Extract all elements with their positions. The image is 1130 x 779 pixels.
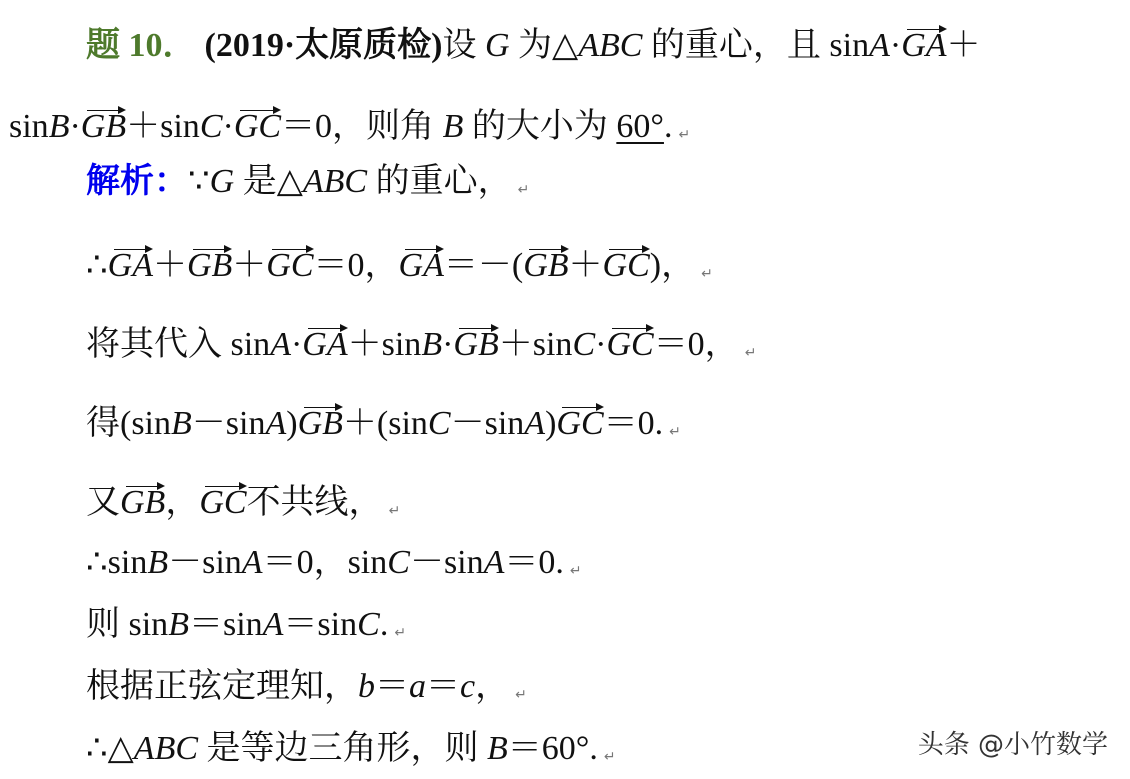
vector-gc: GC — [603, 240, 650, 286]
solution-line-9: ∴△ABC 是等边三角形，则 B＝60°. ↵ — [86, 730, 616, 767]
solution-line-8: 根据正弦定理知，b＝a＝c， ↵ — [86, 668, 527, 705]
paragraph-mark-icon: ↵ — [701, 266, 713, 282]
paragraph-mark-icon: ↵ — [669, 424, 681, 440]
vector-gc: GC — [199, 477, 246, 523]
vector-gb: GB — [453, 319, 498, 365]
paragraph-mark-icon: ↵ — [678, 127, 691, 143]
paragraph-mark-icon: ↵ — [394, 625, 407, 641]
solution-line-4: 得(sinB－sinA)GB＋(sinC－sinA)GC＝0. ↵ — [86, 398, 681, 452]
solution-line-3: 将其代入 sinA·GA＋sinB·GB＋sinC·GC＝0， ↵ — [86, 319, 756, 373]
problem-line-1: 题 10． (2019·太原质检)设 G 为△ABC 的重心，且 sinA·GA＋ — [86, 20, 981, 66]
solution-line-7: 则 sinB＝sinA＝sinC. ↵ — [86, 606, 407, 643]
vector-ga: GA — [399, 240, 444, 286]
vector-gc: GC — [266, 240, 313, 286]
vector-ga: GA — [302, 319, 347, 365]
vector-gb: GB — [298, 398, 343, 444]
vector-gc: GC — [606, 319, 653, 365]
problem-source: (2019·太原质检) — [204, 27, 443, 64]
solution-heading: 解析： — [86, 163, 188, 200]
vector-gb: GB — [120, 477, 165, 523]
problem-line-2: sinB·GB＋sinC·GC＝0，则角 B 的大小为 60°. ↵ — [9, 101, 690, 155]
vector-gb: GB — [187, 240, 232, 286]
vector-gb: GB — [81, 101, 126, 147]
problem-number: 题 10． — [86, 27, 197, 64]
vector-gc: GC — [556, 398, 603, 444]
answer-blank: 60° — [616, 108, 664, 145]
vector-gc: GC — [234, 101, 281, 147]
paragraph-mark-icon: ↵ — [388, 503, 401, 519]
solution-line-1: 解析：∵G 是△ABC 的重心， ↵ — [86, 163, 530, 200]
paragraph-mark-icon: ↵ — [515, 687, 527, 703]
solution-line-2: ∴GA＋GB＋GC＝0，GA＝－(GB＋GC)， ↵ — [86, 240, 713, 294]
paragraph-mark-icon: ↵ — [603, 749, 616, 765]
vector-ga: GA — [108, 240, 153, 286]
vector-gb: GB — [523, 240, 568, 286]
paragraph-mark-icon: ↵ — [744, 345, 757, 361]
vector-ga: GA — [901, 20, 946, 66]
solution-line-5: 又GB，GC不共线， ↵ — [86, 477, 400, 531]
paragraph-mark-icon: ↵ — [517, 182, 530, 198]
paragraph-mark-icon: ↵ — [569, 563, 582, 579]
watermark: 头条 @小竹数学 — [917, 730, 1108, 760]
solution-line-6: ∴sinB－sinA＝0，sinC－sinA＝0. ↵ — [86, 544, 582, 581]
